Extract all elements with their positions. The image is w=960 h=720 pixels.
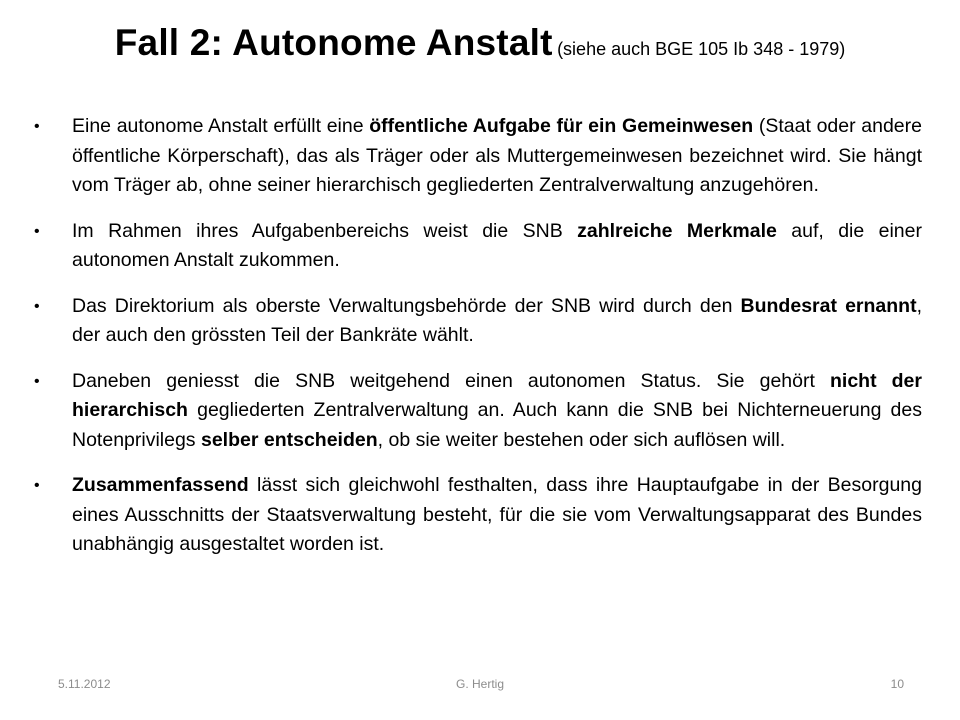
footer-author: G. Hertig bbox=[455, 677, 504, 691]
bullet-item bbox=[34, 217, 922, 276]
emphasized-text: Bundesrat ernannt bbox=[740, 294, 917, 317]
slide-title bbox=[0, 22, 960, 64]
text-run: auf, die einer autonomen Anstalt zukommen. bbox=[72, 219, 922, 271]
text-run: Das Direktorium als oberste Verwaltungsbehörde der SNB wird durch den bbox=[72, 294, 741, 317]
bullet-dot-icon: • bbox=[34, 477, 40, 494]
bullet-dot-icon: • bbox=[34, 222, 40, 240]
bullet-text bbox=[72, 367, 922, 456]
text-run: Im Rahmen ihres Aufgabenbereichs weist die SNB bbox=[72, 219, 578, 242]
bullet-text bbox=[72, 217, 922, 276]
bullet-dot-icon: • bbox=[34, 118, 40, 135]
bullet-text bbox=[72, 112, 922, 201]
footer-date: 5.11.2012 bbox=[58, 677, 111, 691]
emphasized-text: öffentliche Aufgabe für ein Gemeinwesen bbox=[369, 115, 754, 137]
bullet-dot-icon: • bbox=[34, 372, 40, 390]
bullet-list bbox=[34, 112, 922, 576]
text-run: Eine autonome Anstalt erfüllt eine bbox=[72, 115, 370, 137]
text-run: , der auch den grössten Teil der Bankräte wählt. bbox=[72, 294, 922, 346]
emphasized-text: selber entscheiden bbox=[200, 428, 378, 451]
bullet-item bbox=[34, 367, 922, 456]
bullet-item bbox=[34, 112, 922, 201]
bullet-dot-icon: • bbox=[34, 297, 40, 315]
bullet-text bbox=[72, 292, 922, 351]
text-run: lässt sich gleichwohl festhalten, dass ihre Hauptaufgabe in der Besorgung eines Ausschnitts der Staatsverwaltung besteht, für die sie vom Verwaltungsapparat des Bundes unabhängig ausgestaltet worden ist. bbox=[72, 474, 922, 555]
title-main: Fall 2: Autonome Anstalt bbox=[114, 22, 553, 63]
bullet-item bbox=[34, 292, 922, 351]
emphasized-text: Zusammenfassend bbox=[72, 474, 249, 496]
emphasized-text: zahlreiche Merkmale bbox=[577, 219, 777, 242]
emphasized-text: nicht der hierarchisch bbox=[72, 369, 922, 421]
bullet-item bbox=[34, 471, 922, 560]
text-run: (Staat oder andere öffentliche Körperschaft), das als Träger oder als Muttergemeinwesen bezeichnet wird. Sie hängt vom Träger ab, ohne seiner hierarchisch gegliederten Zentralverwaltung anzugehören. bbox=[72, 115, 922, 196]
title-reference-note: (siehe auch BGE 105 Ib 348 - 1979) bbox=[557, 39, 846, 59]
footer-page-number: 10 bbox=[890, 677, 904, 691]
text-run: , ob sie weiter bestehen oder sich auflösen will. bbox=[377, 428, 786, 451]
bullet-text bbox=[72, 471, 922, 560]
text-run: Daneben geniesst die SNB weitgehend einen autonomen Status. Sie gehört bbox=[72, 369, 830, 392]
text-run: gegliederten Zentralverwaltung an. Auch kann die SNB bei Nichterneuerung des Notenprivilegs bbox=[72, 399, 922, 451]
